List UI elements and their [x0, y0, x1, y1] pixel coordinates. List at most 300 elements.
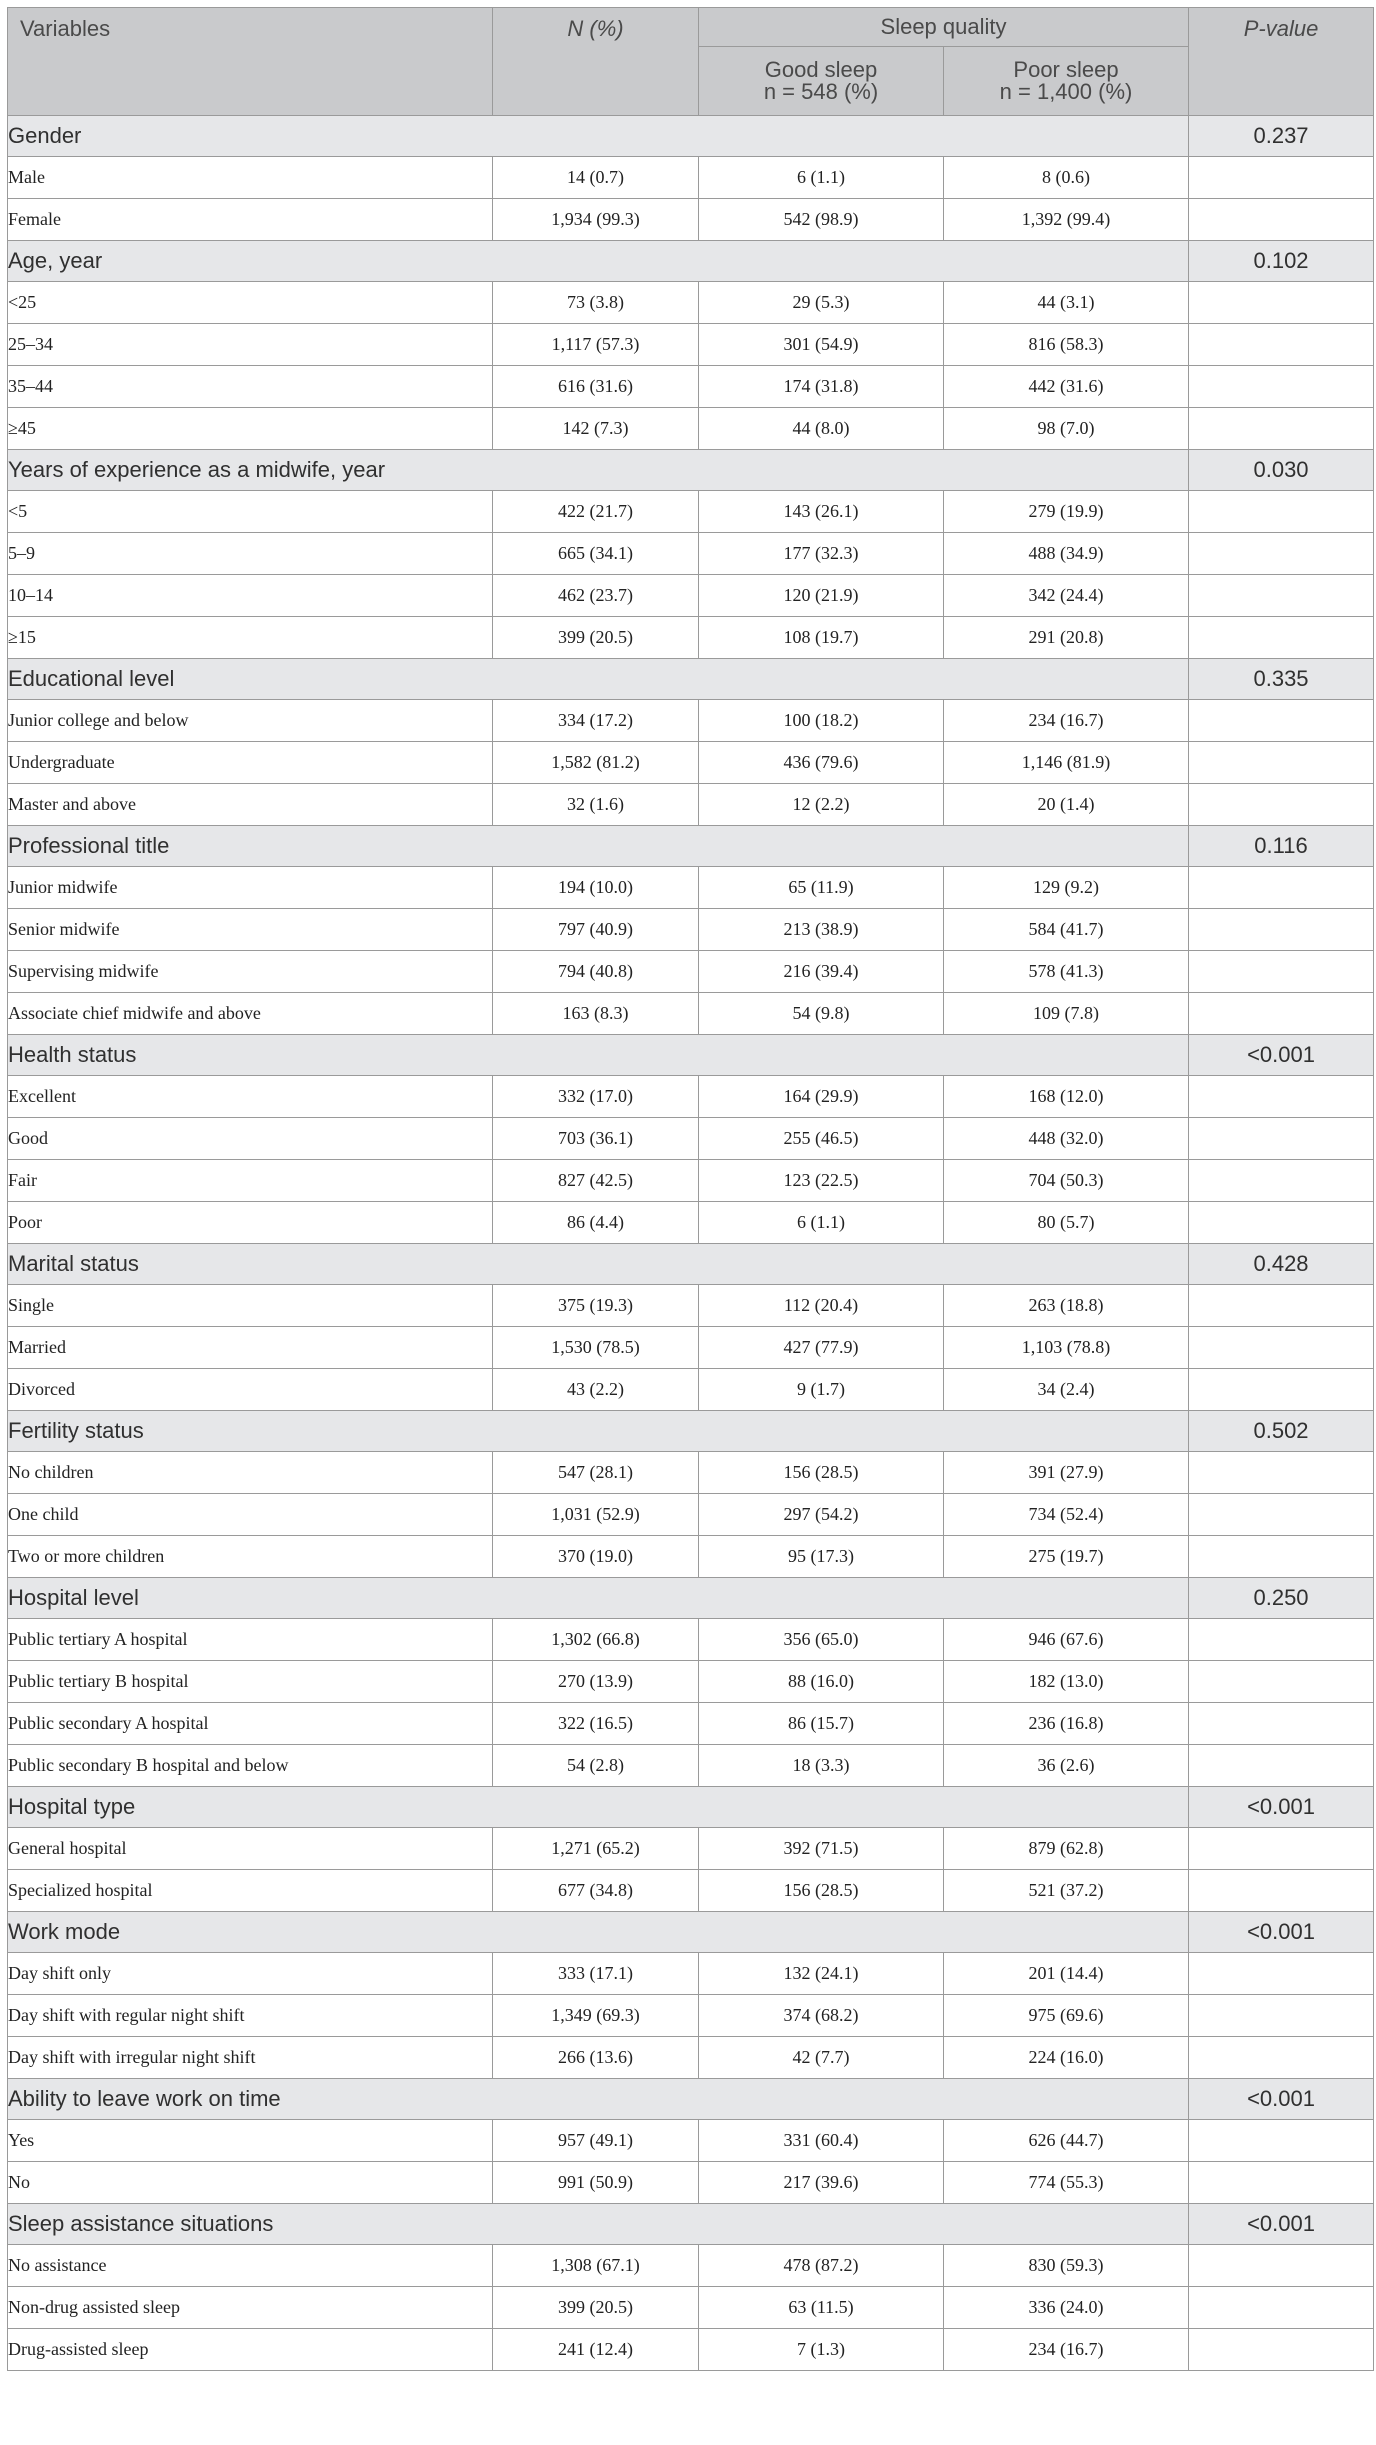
row-n-pct: 665 (34.1) [493, 533, 699, 575]
header-good-sleep-line2: n = 548 (%) [763, 79, 879, 104]
row-n-pct: 794 (40.8) [493, 951, 699, 993]
row-label: No children [8, 1452, 493, 1494]
row-label: Public tertiary A hospital [8, 1619, 493, 1661]
row-good-sleep: 427 (77.9) [699, 1327, 944, 1369]
row-good-sleep: 177 (32.3) [699, 533, 944, 575]
row-p-value-empty [1189, 2037, 1374, 2079]
row-label: 35–44 [8, 366, 493, 408]
row-label: Divorced [8, 1369, 493, 1411]
row-label: ≥45 [8, 408, 493, 450]
group-row [8, 2204, 1374, 2245]
row-p-value-empty [1189, 366, 1374, 408]
row-label: 5–9 [8, 533, 493, 575]
row-n-pct: 334 (17.2) [493, 700, 699, 742]
group-label: Professional title [8, 826, 1189, 867]
group-p-value: <0.001 [1189, 1912, 1374, 1953]
row-n-pct: 399 (20.5) [493, 617, 699, 659]
row-good-sleep: 9 (1.7) [699, 1369, 944, 1411]
header-variables: Variables [8, 8, 493, 116]
row-n-pct: 797 (40.9) [493, 909, 699, 951]
row-poor-sleep: 488 (34.9) [944, 533, 1189, 575]
row-p-value-empty [1189, 1285, 1374, 1327]
row-poor-sleep: 275 (19.7) [944, 1536, 1189, 1578]
row-good-sleep: 12 (2.2) [699, 784, 944, 826]
row-good-sleep: 29 (5.3) [699, 282, 944, 324]
row-poor-sleep: 342 (24.4) [944, 575, 1189, 617]
row-p-value-empty [1189, 1076, 1374, 1118]
row-p-value-empty [1189, 784, 1374, 826]
group-row [8, 1035, 1374, 1076]
table-row [8, 1870, 1374, 1912]
row-good-sleep: 54 (9.8) [699, 993, 944, 1035]
row-good-sleep: 132 (24.1) [699, 1953, 944, 1995]
row-poor-sleep: 448 (32.0) [944, 1118, 1189, 1160]
row-label: Associate chief midwife and above [8, 993, 493, 1035]
row-poor-sleep: 98 (7.0) [944, 408, 1189, 450]
row-p-value-empty [1189, 2245, 1374, 2287]
row-poor-sleep: 109 (7.8) [944, 993, 1189, 1035]
row-label: Specialized hospital [8, 1870, 493, 1912]
group-label: Educational level [8, 659, 1189, 700]
row-n-pct: 266 (13.6) [493, 2037, 699, 2079]
table-row [8, 2287, 1374, 2329]
row-good-sleep: 436 (79.6) [699, 742, 944, 784]
row-good-sleep: 255 (46.5) [699, 1118, 944, 1160]
row-n-pct: 43 (2.2) [493, 1369, 699, 1411]
row-p-value-empty [1189, 1118, 1374, 1160]
row-p-value-empty [1189, 1661, 1374, 1703]
table-row [8, 491, 1374, 533]
row-label: Two or more children [8, 1536, 493, 1578]
row-n-pct: 86 (4.4) [493, 1202, 699, 1244]
table-row [8, 1703, 1374, 1745]
row-poor-sleep: 975 (69.6) [944, 1995, 1189, 2037]
row-p-value-empty [1189, 951, 1374, 993]
table-row [8, 575, 1374, 617]
row-label: Junior college and below [8, 700, 493, 742]
row-good-sleep: 213 (38.9) [699, 909, 944, 951]
table-row [8, 408, 1374, 450]
row-n-pct: 703 (36.1) [493, 1118, 699, 1160]
row-poor-sleep: 830 (59.3) [944, 2245, 1189, 2287]
table-row [8, 2120, 1374, 2162]
row-n-pct: 616 (31.6) [493, 366, 699, 408]
row-poor-sleep: 521 (37.2) [944, 1870, 1189, 1912]
row-poor-sleep: 1,392 (99.4) [944, 199, 1189, 241]
row-good-sleep: 65 (11.9) [699, 867, 944, 909]
row-n-pct: 422 (21.7) [493, 491, 699, 533]
row-p-value-empty [1189, 617, 1374, 659]
group-label: Fertility status [8, 1411, 1189, 1452]
row-n-pct: 1,934 (99.3) [493, 199, 699, 241]
row-good-sleep: 95 (17.3) [699, 1536, 944, 1578]
row-good-sleep: 301 (54.9) [699, 324, 944, 366]
row-n-pct: 1,530 (78.5) [493, 1327, 699, 1369]
row-good-sleep: 88 (16.0) [699, 1661, 944, 1703]
group-row [8, 1787, 1374, 1828]
row-n-pct: 54 (2.8) [493, 1745, 699, 1787]
row-poor-sleep: 20 (1.4) [944, 784, 1189, 826]
row-good-sleep: 478 (87.2) [699, 2245, 944, 2287]
table-row [8, 1076, 1374, 1118]
row-good-sleep: 6 (1.1) [699, 157, 944, 199]
row-n-pct: 32 (1.6) [493, 784, 699, 826]
row-label: Senior midwife [8, 909, 493, 951]
row-n-pct: 1,031 (52.9) [493, 1494, 699, 1536]
group-p-value: 0.428 [1189, 1244, 1374, 1285]
group-p-value: <0.001 [1189, 2204, 1374, 2245]
table-row [8, 867, 1374, 909]
row-p-value-empty [1189, 1369, 1374, 1411]
row-n-pct: 375 (19.3) [493, 1285, 699, 1327]
row-poor-sleep: 182 (13.0) [944, 1661, 1189, 1703]
group-row [8, 450, 1374, 491]
row-label: 10–14 [8, 575, 493, 617]
table-row [8, 1619, 1374, 1661]
row-poor-sleep: 626 (44.7) [944, 2120, 1189, 2162]
header-p-value [1189, 8, 1374, 116]
row-p-value-empty [1189, 2120, 1374, 2162]
row-poor-sleep: 578 (41.3) [944, 951, 1189, 993]
row-label: Supervising midwife [8, 951, 493, 993]
group-label: Health status [8, 1035, 1189, 1076]
row-label: Excellent [8, 1076, 493, 1118]
row-poor-sleep: 80 (5.7) [944, 1202, 1189, 1244]
row-poor-sleep: 34 (2.4) [944, 1369, 1189, 1411]
row-good-sleep: 356 (65.0) [699, 1619, 944, 1661]
table-row [8, 2162, 1374, 2204]
row-label: <5 [8, 491, 493, 533]
row-good-sleep: 7 (1.3) [699, 2329, 944, 2371]
table-row [8, 1953, 1374, 1995]
row-p-value-empty [1189, 1703, 1374, 1745]
table-row [8, 951, 1374, 993]
group-label: Hospital type [8, 1787, 1189, 1828]
row-n-pct: 322 (16.5) [493, 1703, 699, 1745]
group-p-value: 0.116 [1189, 826, 1374, 867]
table-row [8, 282, 1374, 324]
row-poor-sleep: 879 (62.8) [944, 1828, 1189, 1870]
row-p-value-empty [1189, 1828, 1374, 1870]
group-row [8, 1578, 1374, 1619]
row-n-pct: 1,302 (66.8) [493, 1619, 699, 1661]
row-n-pct: 163 (8.3) [493, 993, 699, 1035]
row-n-pct: 333 (17.1) [493, 1953, 699, 1995]
group-label: Gender [8, 116, 1189, 157]
row-n-pct: 827 (42.5) [493, 1160, 699, 1202]
row-label: Single [8, 1285, 493, 1327]
group-p-value: <0.001 [1189, 1035, 1374, 1076]
header-p-value-text: P-value [1243, 16, 1319, 41]
row-good-sleep: 297 (54.2) [699, 1494, 944, 1536]
row-label: Master and above [8, 784, 493, 826]
table-row [8, 1536, 1374, 1578]
row-good-sleep: 331 (60.4) [699, 2120, 944, 2162]
group-row [8, 826, 1374, 867]
row-p-value-empty [1189, 909, 1374, 951]
table-row [8, 1327, 1374, 1369]
row-p-value-empty [1189, 1619, 1374, 1661]
group-p-value: 0.102 [1189, 241, 1374, 282]
row-p-value-empty [1189, 533, 1374, 575]
row-label: Undergraduate [8, 742, 493, 784]
row-label: No assistance [8, 2245, 493, 2287]
table-row [8, 1452, 1374, 1494]
row-p-value-empty [1189, 282, 1374, 324]
row-good-sleep: 63 (11.5) [699, 2287, 944, 2329]
group-row [8, 1912, 1374, 1953]
group-label: Hospital level [8, 1578, 1189, 1619]
row-n-pct: 142 (7.3) [493, 408, 699, 450]
row-p-value-empty [1189, 575, 1374, 617]
row-p-value-empty [1189, 1494, 1374, 1536]
table-row [8, 1118, 1374, 1160]
row-poor-sleep: 1,103 (78.8) [944, 1327, 1189, 1369]
row-p-value-empty [1189, 408, 1374, 450]
row-poor-sleep: 704 (50.3) [944, 1160, 1189, 1202]
row-p-value-empty [1189, 993, 1374, 1035]
row-good-sleep: 542 (98.9) [699, 199, 944, 241]
row-label: Married [8, 1327, 493, 1369]
row-poor-sleep: 8 (0.6) [944, 157, 1189, 199]
row-poor-sleep: 224 (16.0) [944, 2037, 1189, 2079]
row-n-pct: 1,349 (69.3) [493, 1995, 699, 2037]
row-n-pct: 547 (28.1) [493, 1452, 699, 1494]
header-sleep-quality: Sleep quality [699, 8, 1189, 47]
row-p-value-empty [1189, 491, 1374, 533]
row-p-value-empty [1189, 1160, 1374, 1202]
table-row [8, 1745, 1374, 1787]
group-row [8, 241, 1374, 282]
row-p-value-empty [1189, 1995, 1374, 2037]
row-label: Male [8, 157, 493, 199]
row-p-value-empty [1189, 1745, 1374, 1787]
group-p-value: 0.030 [1189, 450, 1374, 491]
row-label: Good [8, 1118, 493, 1160]
group-p-value: 0.335 [1189, 659, 1374, 700]
row-label: Day shift with regular night shift [8, 1995, 493, 2037]
group-p-value: 0.502 [1189, 1411, 1374, 1452]
row-p-value-empty [1189, 2162, 1374, 2204]
row-poor-sleep: 44 (3.1) [944, 282, 1189, 324]
row-label: ≥15 [8, 617, 493, 659]
row-poor-sleep: 168 (12.0) [944, 1076, 1189, 1118]
header-good-sleep-line1: Good sleep [764, 57, 878, 82]
group-row [8, 116, 1374, 157]
row-good-sleep: 120 (21.9) [699, 575, 944, 617]
group-label: Sleep assistance situations [8, 2204, 1189, 2245]
table-row [8, 533, 1374, 575]
row-p-value-empty [1189, 199, 1374, 241]
row-n-pct: 1,582 (81.2) [493, 742, 699, 784]
row-poor-sleep: 391 (27.9) [944, 1452, 1189, 1494]
row-p-value-empty [1189, 742, 1374, 784]
row-label: Yes [8, 2120, 493, 2162]
row-good-sleep: 86 (15.7) [699, 1703, 944, 1745]
row-label: One child [8, 1494, 493, 1536]
group-row [8, 659, 1374, 700]
row-n-pct: 241 (12.4) [493, 2329, 699, 2371]
row-good-sleep: 392 (71.5) [699, 1828, 944, 1870]
row-poor-sleep: 816 (58.3) [944, 324, 1189, 366]
table-row [8, 1285, 1374, 1327]
table-row [8, 157, 1374, 199]
row-good-sleep: 6 (1.1) [699, 1202, 944, 1244]
row-label: Day shift with irregular night shift [8, 2037, 493, 2079]
group-label: Years of experience as a midwife, year [8, 450, 1189, 491]
row-poor-sleep: 234 (16.7) [944, 2329, 1189, 2371]
table-body [8, 116, 1374, 2371]
group-row [8, 2079, 1374, 2120]
header-row-top [8, 8, 1374, 47]
table-row [8, 909, 1374, 951]
table-row [8, 1160, 1374, 1202]
group-label: Work mode [8, 1912, 1189, 1953]
group-p-value: <0.001 [1189, 1787, 1374, 1828]
row-label: Public tertiary B hospital [8, 1661, 493, 1703]
group-row [8, 1411, 1374, 1452]
table-row [8, 700, 1374, 742]
row-good-sleep: 156 (28.5) [699, 1870, 944, 1912]
row-p-value-empty [1189, 1452, 1374, 1494]
table-row [8, 2329, 1374, 2371]
row-label: No [8, 2162, 493, 2204]
row-p-value-empty [1189, 867, 1374, 909]
row-n-pct: 14 (0.7) [493, 157, 699, 199]
row-n-pct: 370 (19.0) [493, 1536, 699, 1578]
row-poor-sleep: 1,146 (81.9) [944, 742, 1189, 784]
row-good-sleep: 42 (7.7) [699, 2037, 944, 2079]
row-p-value-empty [1189, 700, 1374, 742]
row-label: 25–34 [8, 324, 493, 366]
group-p-value: 0.237 [1189, 116, 1374, 157]
sleep-quality-table [7, 7, 1374, 2371]
row-label: Female [8, 199, 493, 241]
row-p-value-empty [1189, 1870, 1374, 1912]
row-good-sleep: 123 (22.5) [699, 1160, 944, 1202]
row-poor-sleep: 336 (24.0) [944, 2287, 1189, 2329]
row-label: Public secondary A hospital [8, 1703, 493, 1745]
row-label: Junior midwife [8, 867, 493, 909]
row-n-pct: 399 (20.5) [493, 2287, 699, 2329]
group-p-value: <0.001 [1189, 2079, 1374, 2120]
row-good-sleep: 18 (3.3) [699, 1745, 944, 1787]
row-p-value-empty [1189, 1202, 1374, 1244]
row-label: Fair [8, 1160, 493, 1202]
row-p-value-empty [1189, 2287, 1374, 2329]
table-row [8, 784, 1374, 826]
row-p-value-empty [1189, 2329, 1374, 2371]
table-row [8, 1995, 1374, 2037]
row-poor-sleep: 946 (67.6) [944, 1619, 1189, 1661]
table-row [8, 993, 1374, 1035]
row-good-sleep: 112 (20.4) [699, 1285, 944, 1327]
row-label: <25 [8, 282, 493, 324]
row-poor-sleep: 442 (31.6) [944, 366, 1189, 408]
table-row [8, 1369, 1374, 1411]
row-p-value-empty [1189, 157, 1374, 199]
row-n-pct: 1,117 (57.3) [493, 324, 699, 366]
table-row [8, 2245, 1374, 2287]
row-p-value-empty [1189, 1953, 1374, 1995]
group-label: Ability to leave work on time [8, 2079, 1189, 2120]
row-n-pct: 957 (49.1) [493, 2120, 699, 2162]
header-n-pct-text: N (%) [567, 16, 624, 41]
row-label: Public secondary B hospital and below [8, 1745, 493, 1787]
group-row [8, 1244, 1374, 1285]
group-label: Marital status [8, 1244, 1189, 1285]
row-good-sleep: 108 (19.7) [699, 617, 944, 659]
row-poor-sleep: 279 (19.9) [944, 491, 1189, 533]
row-poor-sleep: 234 (16.7) [944, 700, 1189, 742]
row-p-value-empty [1189, 324, 1374, 366]
row-n-pct: 677 (34.8) [493, 1870, 699, 1912]
row-n-pct: 462 (23.7) [493, 575, 699, 617]
table-row [8, 1828, 1374, 1870]
row-poor-sleep: 584 (41.7) [944, 909, 1189, 951]
row-p-value-empty [1189, 1536, 1374, 1578]
group-label: Age, year [8, 241, 1189, 282]
row-label: General hospital [8, 1828, 493, 1870]
table-row [8, 1494, 1374, 1536]
row-poor-sleep: 291 (20.8) [944, 617, 1189, 659]
row-label: Drug-assisted sleep [8, 2329, 493, 2371]
header-good-sleep [699, 47, 944, 116]
row-good-sleep: 217 (39.6) [699, 2162, 944, 2204]
row-good-sleep: 164 (29.9) [699, 1076, 944, 1118]
table-row [8, 2037, 1374, 2079]
group-p-value: 0.250 [1189, 1578, 1374, 1619]
row-poor-sleep: 129 (9.2) [944, 867, 1189, 909]
table-row [8, 324, 1374, 366]
row-n-pct: 991 (50.9) [493, 2162, 699, 2204]
row-good-sleep: 44 (8.0) [699, 408, 944, 450]
row-n-pct: 332 (17.0) [493, 1076, 699, 1118]
row-label: Poor [8, 1202, 493, 1244]
row-good-sleep: 374 (68.2) [699, 1995, 944, 2037]
row-good-sleep: 143 (26.1) [699, 491, 944, 533]
row-poor-sleep: 774 (55.3) [944, 2162, 1189, 2204]
header-n-pct [493, 8, 699, 116]
row-poor-sleep: 236 (16.8) [944, 1703, 1189, 1745]
row-good-sleep: 156 (28.5) [699, 1452, 944, 1494]
row-good-sleep: 174 (31.8) [699, 366, 944, 408]
row-n-pct: 270 (13.9) [493, 1661, 699, 1703]
header-poor-sleep [944, 47, 1189, 116]
row-label: Non-drug assisted sleep [8, 2287, 493, 2329]
header-poor-sleep-line1: Poor sleep [1013, 57, 1119, 82]
row-poor-sleep: 263 (18.8) [944, 1285, 1189, 1327]
row-n-pct: 194 (10.0) [493, 867, 699, 909]
row-n-pct: 1,308 (67.1) [493, 2245, 699, 2287]
table-row [8, 742, 1374, 784]
header-poor-sleep-line2: n = 1,400 (%) [999, 79, 1133, 104]
row-poor-sleep: 201 (14.4) [944, 1953, 1189, 1995]
row-label: Day shift only [8, 1953, 493, 1995]
row-good-sleep: 216 (39.4) [699, 951, 944, 993]
row-n-pct: 1,271 (65.2) [493, 1828, 699, 1870]
table-row [8, 1202, 1374, 1244]
table-row [8, 199, 1374, 241]
row-poor-sleep: 734 (52.4) [944, 1494, 1189, 1536]
row-good-sleep: 100 (18.2) [699, 700, 944, 742]
row-n-pct: 73 (3.8) [493, 282, 699, 324]
row-p-value-empty [1189, 1327, 1374, 1369]
row-poor-sleep: 36 (2.6) [944, 1745, 1189, 1787]
table-row [8, 366, 1374, 408]
table-row [8, 1661, 1374, 1703]
table-row [8, 617, 1374, 659]
